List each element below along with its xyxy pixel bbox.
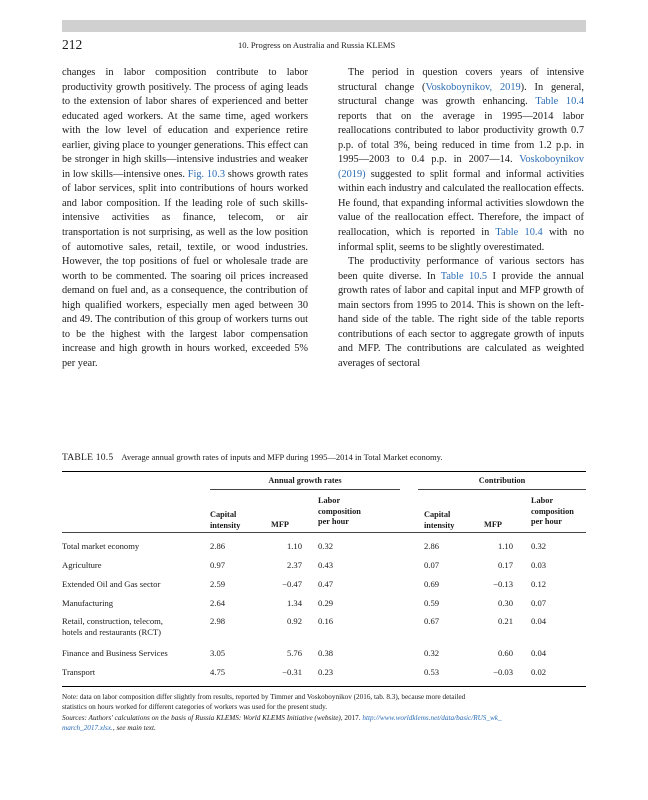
table-cell: 0.16 bbox=[318, 616, 334, 626]
table-sources bbox=[62, 713, 590, 733]
table-row-label: Extended Oil and Gas sector bbox=[62, 579, 161, 589]
header-line: per hour bbox=[318, 517, 349, 526]
header-line: Capital bbox=[424, 510, 451, 519]
table-cell: 0.59 bbox=[424, 598, 440, 608]
table-cell: 0.97 bbox=[210, 560, 226, 570]
table-cell: 0.60 bbox=[497, 648, 513, 658]
table-note bbox=[62, 692, 590, 712]
table-cell: 1.10 bbox=[286, 541, 302, 551]
table-cell: 2.37 bbox=[286, 560, 302, 570]
table-cell: 0.32 bbox=[531, 541, 547, 551]
header-line: MFP bbox=[484, 520, 502, 529]
header-line: composition bbox=[531, 506, 574, 516]
right-text-a: The period in question covers years of intensive structural change ( bbox=[338, 67, 584, 93]
table-cell: 0.23 bbox=[318, 667, 334, 677]
sources-line bbox=[62, 713, 590, 723]
table-cell: 2.86 bbox=[210, 541, 226, 551]
right-text-b: ). In general, structural change was growth enhancing. bbox=[338, 81, 585, 108]
table-reference-link[interactable]: Table 10.4 bbox=[535, 96, 585, 108]
sources-link[interactable]: http://www.worldklems.net/data/basic/RUS_wk_ bbox=[362, 714, 502, 722]
citation-link[interactable]: Voskoboynikov (2019) bbox=[338, 154, 584, 180]
table-cell: 0.53 bbox=[424, 667, 440, 677]
sources-prefix: Sources: Authors' calculations on the basis of bbox=[62, 714, 194, 722]
table-cell: 2.98 bbox=[210, 616, 226, 626]
column-header bbox=[424, 510, 454, 531]
table-row-label: Agriculture bbox=[62, 560, 102, 570]
group-header-growth: Annual growth rates bbox=[268, 476, 342, 485]
running-head: 10. Progress on Australia and Russia KLEMS bbox=[238, 40, 396, 50]
right-paragraph-2 bbox=[338, 255, 584, 371]
table-cell: 0.04 bbox=[531, 648, 547, 658]
group-rule-growth bbox=[210, 489, 400, 490]
left-text-1: changes in labor composition contribute to labor productivity growth positively. The process of aging leads to the extension of labor shares of experienced and better educated aged workers. At the same time, aged workers with the low level of education and experience retire earlier, giving place to younger generations. This effect can be stronger in high skills—intensive industries and weaker in low skills—intensive ones. bbox=[62, 67, 308, 180]
sources-link[interactable]: march_2017.xlsx. bbox=[62, 724, 113, 732]
sources-line bbox=[62, 723, 590, 733]
header-line: composition bbox=[318, 506, 361, 516]
table-caption-text: Average annual growth rates of inputs and MFP during 1995—2014 in Total Market economy. bbox=[121, 452, 443, 462]
table-row-label: Manufacturing bbox=[62, 598, 114, 608]
group-header-contribution: Contribution bbox=[478, 476, 526, 485]
table-cell: 2.86 bbox=[424, 541, 440, 551]
table-cell: 5.76 bbox=[286, 648, 302, 658]
table-row-label: Transport bbox=[62, 667, 96, 677]
table-cell: 0.69 bbox=[424, 579, 440, 589]
table-reference-link[interactable]: Table 10.4 bbox=[495, 227, 543, 239]
table-cell: 0.43 bbox=[318, 560, 334, 570]
header-line: per hour bbox=[531, 517, 562, 526]
right-text-d: suggested to split formal and informal activities within each industry and calculated the reallocation effects. He found, that expanding informal activities slowdown the value of the reallocation effect. Therefore, the impact of reallocation, which is reported in bbox=[338, 168, 584, 239]
citation-link[interactable]: Voskoboynikov, 2019 bbox=[425, 81, 521, 93]
left-column bbox=[62, 66, 308, 371]
table-cell: 0.92 bbox=[286, 616, 302, 626]
table-caption bbox=[62, 452, 443, 463]
column-header bbox=[271, 520, 289, 531]
right-paragraph-1 bbox=[338, 66, 584, 255]
right-text-f: The productivity performance of various sectors has been quite diverse. In bbox=[338, 256, 584, 282]
table-cell: 0.03 bbox=[531, 560, 547, 570]
table-cell: 0.67 bbox=[424, 616, 440, 626]
row-label-line: hotels and restaurants (RCT) bbox=[62, 626, 162, 637]
group-rule-contribution bbox=[418, 489, 586, 490]
header-line: intensity bbox=[424, 520, 455, 530]
header-line: intensity bbox=[210, 520, 241, 530]
header-line: Capital bbox=[210, 510, 237, 519]
table-cell: 0.29 bbox=[318, 598, 334, 608]
table-cell: 0.30 bbox=[497, 598, 513, 608]
table-cell: 0.47 bbox=[318, 579, 334, 589]
table-cell: 0.21 bbox=[497, 616, 513, 626]
table-cell: 0.02 bbox=[531, 667, 547, 677]
table-cell: 0.32 bbox=[318, 541, 334, 551]
row-label-line: Retail, construction, telecom, bbox=[62, 616, 163, 626]
table-cell: 0.07 bbox=[531, 598, 547, 608]
column-header bbox=[210, 510, 240, 531]
right-column bbox=[338, 66, 584, 371]
table-row-label bbox=[62, 616, 163, 637]
header-line: Labor bbox=[531, 496, 554, 505]
table-label: TABLE 10.5 bbox=[62, 452, 114, 463]
table-cell: −0.13 bbox=[493, 579, 513, 589]
table-reference-link[interactable]: Table 10.5 bbox=[440, 270, 488, 282]
page-number: 212 bbox=[62, 37, 83, 52]
sources-title: Russia KLEMS: World KLEMS Initiative (website), bbox=[195, 714, 343, 722]
table-cell: 1.10 bbox=[497, 541, 513, 551]
figure-reference-link[interactable]: Fig. 10.3 bbox=[187, 168, 225, 180]
header-bottom-rule bbox=[62, 532, 586, 533]
column-header bbox=[484, 520, 502, 531]
right-text-c: reports that on the average in 1995—2014 labor reallocations contributed to labor productivity growth 0.7 p.p. of total 3%, being reduced in time from 1.2 p.p. in 1995—2003 to 0.4 p.p. in 2007—14. bbox=[338, 110, 584, 166]
left-text-2: shows growth rates of labor services, split into contributions of hours worked and labor composition. If the leading role of such skills-intensive activities as finance, telecom, or air transportation is not surprising, as well as the low position of automotive sales, retail, textile, or wood industries. However, the top positions of fuel or wholesale trade are worth to be commented. The soaring oil prices increased demand on fuel and, as a consequence, the contribution of high qualified workers, especially men aged between 30 and 49. The contribution of this group of workers turns out to be the highest with the largest labor compensation increase and high growth in hours worked, exceeded 5% per year. bbox=[62, 168, 309, 369]
header-bar bbox=[62, 20, 586, 32]
table-cell: 4.75 bbox=[210, 667, 226, 677]
table-cell: −0.31 bbox=[282, 667, 302, 677]
table-cell: 2.59 bbox=[210, 579, 226, 589]
table-cell: 0.17 bbox=[497, 560, 513, 570]
table-bottom-rule bbox=[62, 686, 586, 687]
note-line: statistics on hours worked for different categories of workers was used for the present study. bbox=[62, 703, 328, 711]
table-cell: 0.04 bbox=[531, 616, 547, 626]
table-cell: 0.32 bbox=[424, 648, 440, 658]
header-line: Labor bbox=[318, 496, 341, 505]
header-line: MFP bbox=[271, 520, 289, 529]
table-row-label: Total market economy bbox=[62, 541, 140, 551]
sources-suffix: , see main text. bbox=[112, 724, 156, 732]
column-header bbox=[318, 496, 361, 528]
table-cell: 0.12 bbox=[531, 579, 547, 589]
table-cell: 3.05 bbox=[210, 648, 226, 658]
table-cell: 0.07 bbox=[424, 560, 440, 570]
column-header bbox=[531, 496, 574, 528]
right-text-g: I provide the annual growth rates of labor and capital input and MFP growth of main sectors from 1995 to 2014. This is shown on the left-hand side of the table. The right side of the table reports contributions of each sector to aggregate growth of inputs and MFP. The contributions are calculated as weighted averages of sectoral bbox=[338, 270, 584, 369]
table-cell: −0.47 bbox=[282, 579, 302, 589]
table-cell: 0.38 bbox=[318, 648, 334, 658]
left-paragraph bbox=[62, 66, 308, 371]
table-top-rule bbox=[62, 471, 586, 472]
note-line: Note: data on labor composition differ slightly from results, reported by Timmer and Voskoboynikov (2016, tab. 8.3), because more detailed bbox=[62, 693, 466, 701]
table-cell: −0.03 bbox=[493, 667, 513, 677]
table-cell: 1.34 bbox=[286, 598, 302, 608]
table-row-label: Finance and Business Services bbox=[62, 648, 168, 658]
table-cell: 2.64 bbox=[210, 598, 226, 608]
right-text-e: with no informal split, seems to be slightly overestimated. bbox=[338, 227, 585, 253]
sources-year: 2017. bbox=[344, 714, 361, 722]
